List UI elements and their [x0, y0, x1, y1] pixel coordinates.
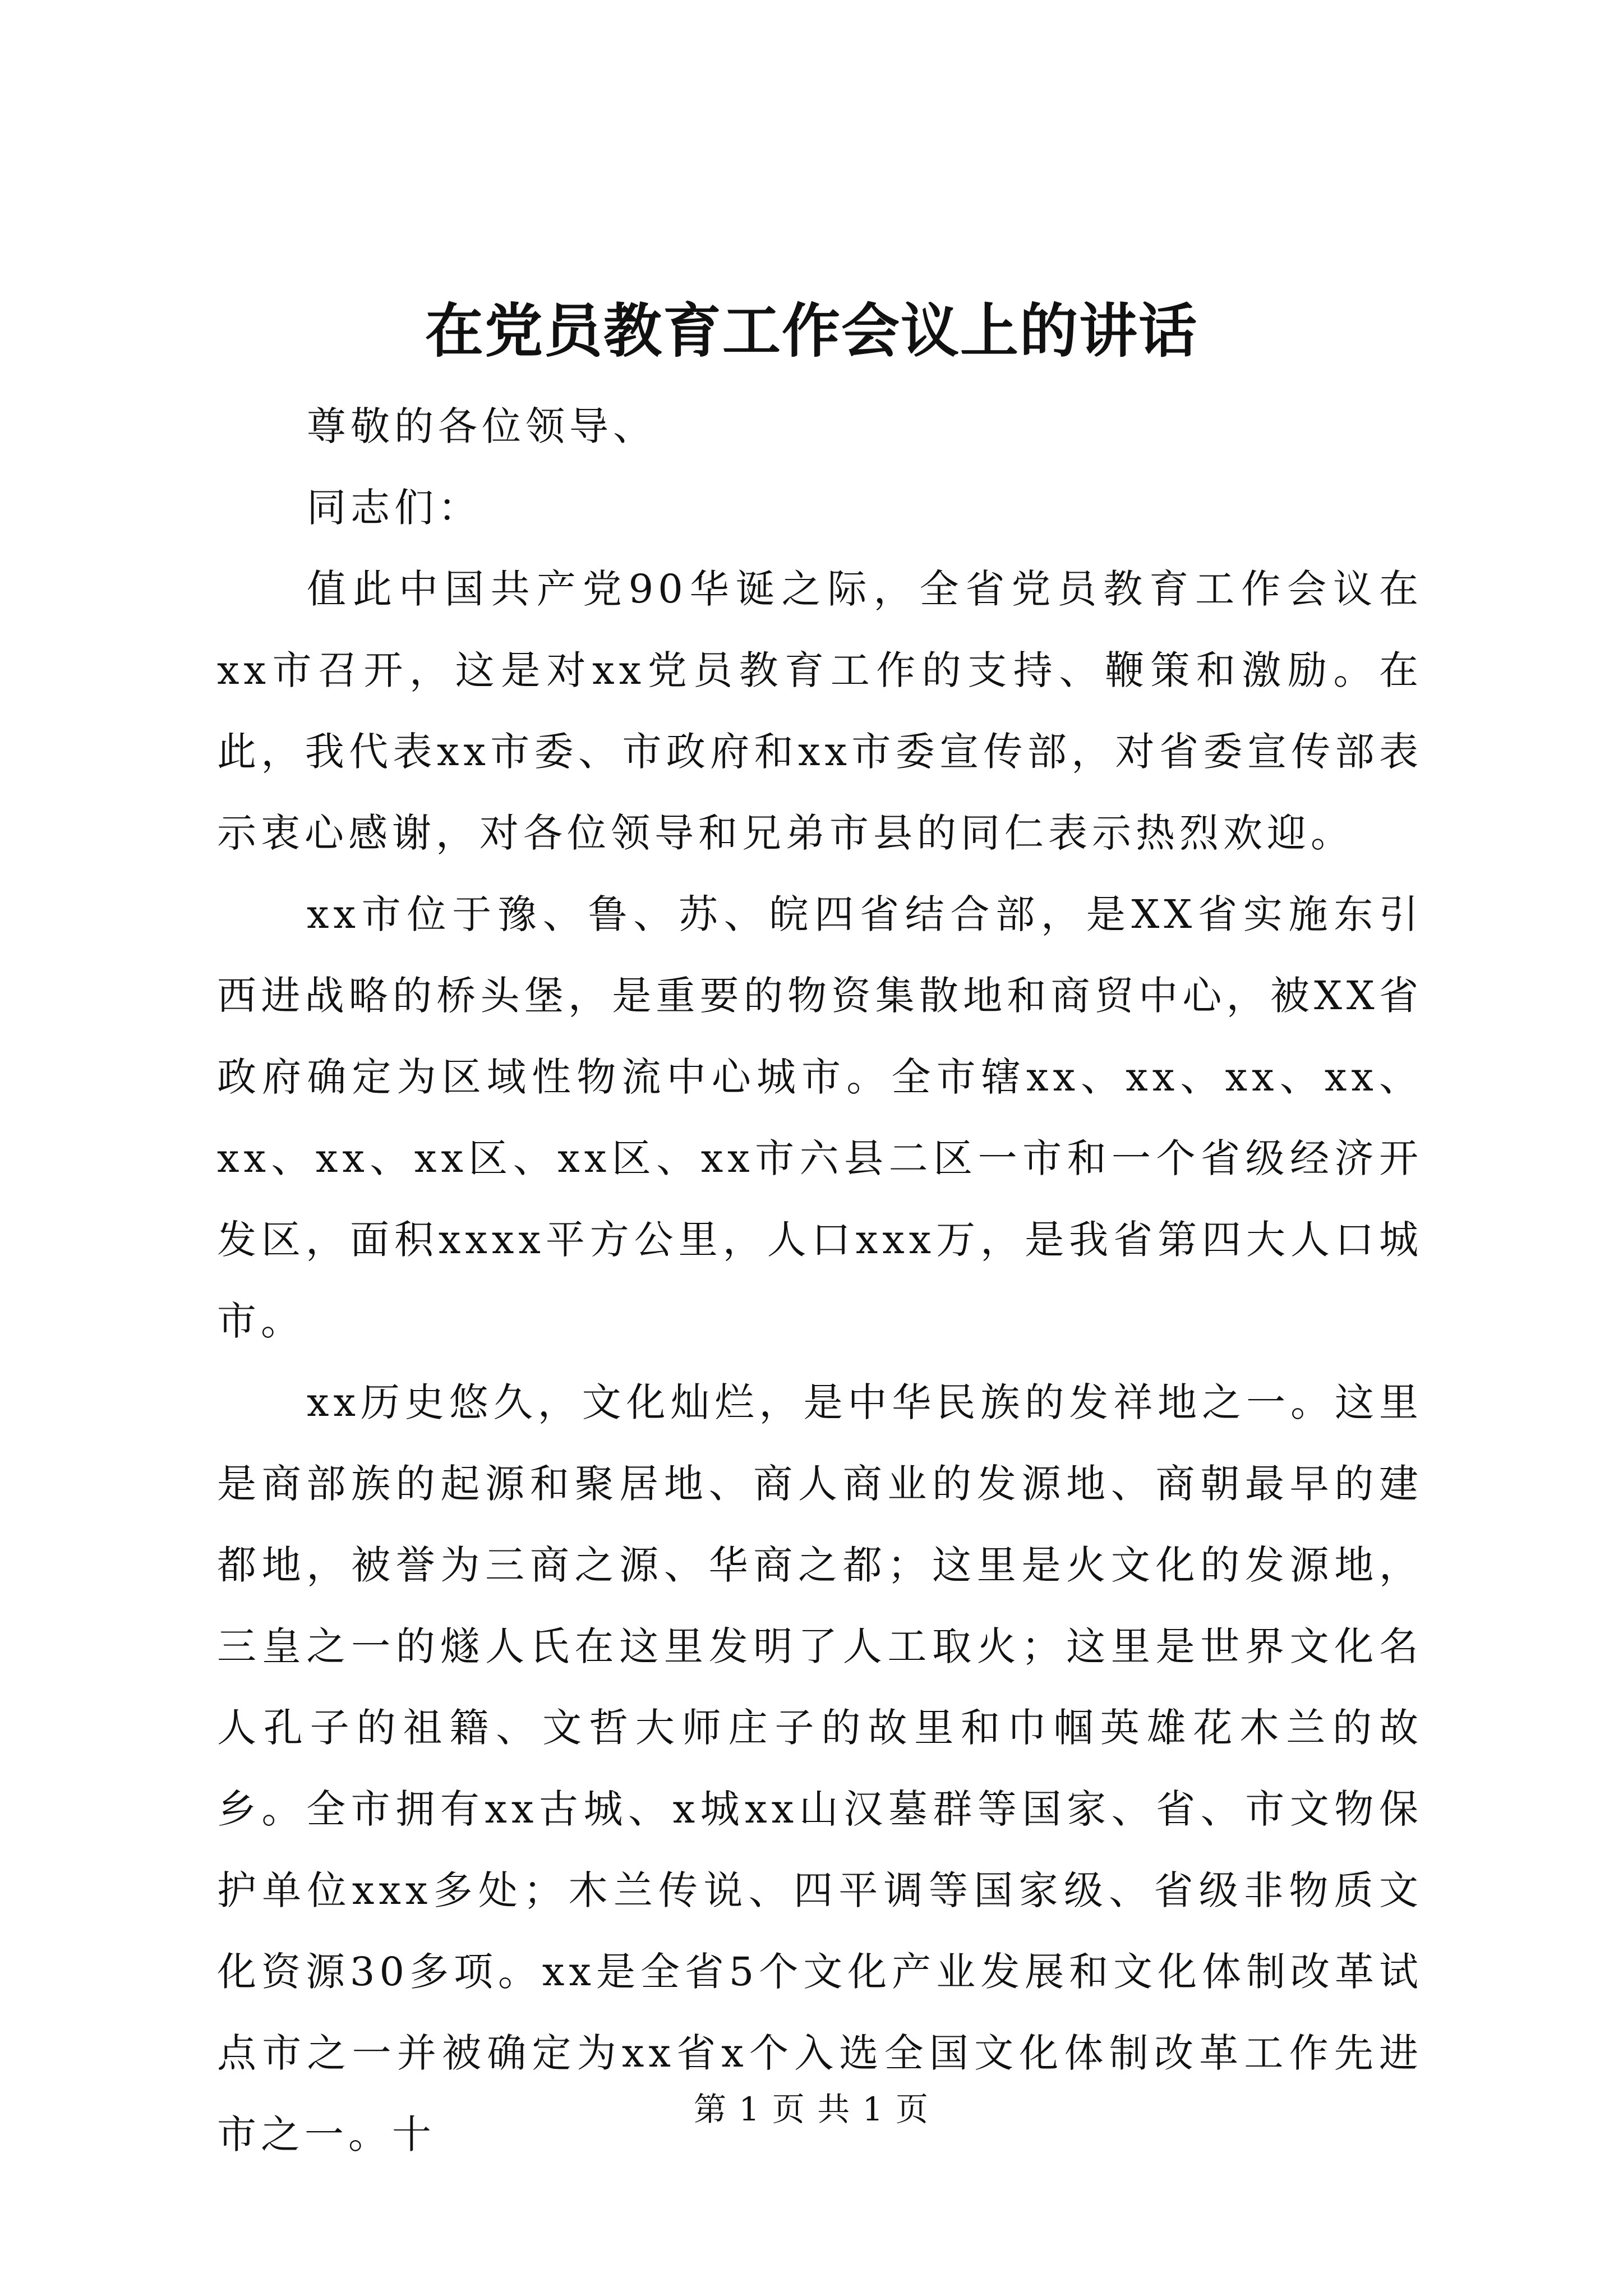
page-title: 在党员教育工作会议上的讲话 [425, 296, 1198, 365]
body-paragraph-3: xx历史悠久，文化灿烂，是中华民族的发祥地之一。这里是商部族的起源和聚居地、商人商业的发源地、商朝最早的建都地，被誉为三商之源、华商之都；这里是火文化的发源地，三皇之一的燧人氏在这里发明了人工取火；这里是世界文化名人孔子的祖籍、文哲大师庄子的故里和巾帼英雄花木兰的故乡。全市拥有xx古城、x城xx山汉墓群等国家、省、市文物保护单位xxx多处；木兰传说、四平调等国家级、省级非物质文化资源30多项。xx是全省5个文化产业发展和文化体制改革试点市之一并被确定为xx省x个入选全国文化体制改革工作先进市之一。十 [217, 1379, 1423, 2157]
document-body [217, 386, 1423, 2175]
page-footer: 第 1 页 共 1 页 [694, 2090, 929, 2128]
body-paragraph-1: 值此中国共产党90华诞之际，全省党员教育工作会议在xx市召开，这是对xx党员教育工作的支持、鞭策和激励。在此，我代表xx市委、市政府和xx市委宣传部，对省委宣传部表示衷心感谢，对各位领导和兄弟市县的同仁表示热烈欢迎。 [217, 566, 1423, 856]
salutation-line-1: 尊敬的各位领导、 [307, 403, 657, 449]
salutation-line-2: 同志们： [307, 485, 482, 531]
body-paragraph-2: xx市位于豫、鲁、苏、皖四省结合部，是XX省实施东引西进战略的桥头堡，是重要的物资集散地和商贸中心，被XX省政府确定为区域性物流中心城市。全市辖xx、xx、xx、xx、xx、xx、xx区、xx区、xx市六县二区一市和一个省级经济开发区，面积xxxx平方公里，人口xxx万，是我省第四大人口城市。 [217, 891, 1423, 1344]
